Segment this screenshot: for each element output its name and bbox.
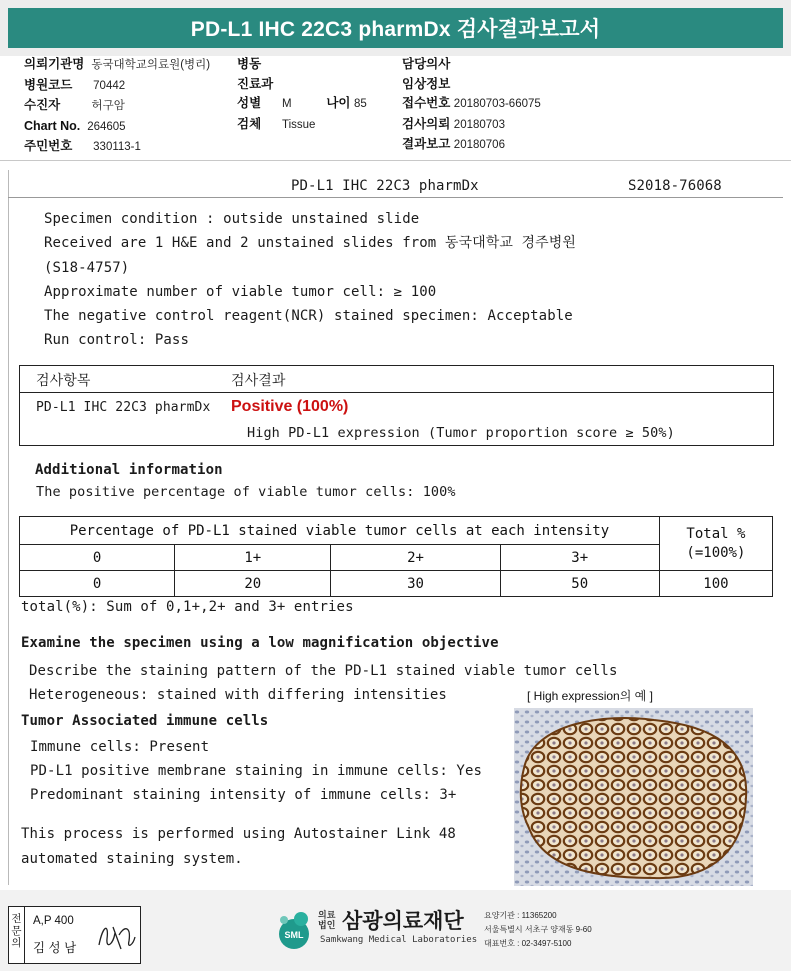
org-contact-info — [484, 909, 592, 951]
label-receipt-no: 접수번호 — [402, 96, 451, 110]
label-report-date: 결과보고 — [402, 137, 451, 151]
total-header-line1: Total % — [686, 525, 746, 542]
header-row-hospital-code — [24, 76, 210, 97]
value-receipt-no: 20180703-66075 — [453, 98, 541, 110]
table-footnote: total(%): Sum of 0,1+,2+ and 3+ entries — [21, 599, 354, 615]
value-patient: 허구암 — [91, 100, 125, 112]
total-value-cell: 100 — [659, 571, 772, 597]
value-cell: 0 — [20, 571, 175, 597]
body-left-border — [8, 170, 9, 885]
specimen-line: (S18-4757) — [44, 259, 130, 276]
report-case-number: S2018-76068 — [628, 178, 722, 194]
intensity-table-header: Percentage of PD-L1 stained viable tumor cells at each intensity — [20, 517, 660, 545]
process-line: automated staining system. — [21, 851, 243, 867]
examine-title: Examine the specimen using a low magnification objective — [21, 635, 499, 651]
level-cell: 1+ — [175, 545, 331, 571]
specimen-line: Approximate number of viable tumor cell: ≥ 100 — [44, 283, 437, 300]
label-age: 나이 — [326, 96, 351, 110]
header-row-patient — [24, 96, 210, 117]
examine-line: Describe the staining pattern of the PD-L1 stained viable tumor cells — [29, 663, 618, 679]
org-type-2: 법인 — [318, 920, 336, 930]
doctor-name: 김 성 남 — [33, 941, 77, 955]
org-name: 삼광의료재단 — [342, 910, 464, 933]
specimen-line: The negative control reagent(NCR) stained specimen: Acceptable — [44, 308, 573, 325]
org-code: 요양기관 : 11365200 — [484, 911, 557, 920]
doctor-code: A,P 400 — [33, 915, 74, 927]
process-line: This process is performed using Autostainer Link 48 — [21, 826, 456, 842]
header-col2 — [237, 55, 367, 135]
value-age: 85 — [353, 98, 367, 110]
label-ward: 병동 — [237, 57, 262, 71]
doctor-signature — [95, 915, 137, 955]
org-name-english: Samkwang Medical Laboratories — [320, 935, 478, 945]
result-item-name: PD-L1 IHC 22C3 pharmDx — [36, 400, 211, 415]
report-divider — [8, 197, 783, 198]
header-divider — [0, 160, 791, 161]
intensity-table — [19, 516, 773, 597]
value-cell: 30 — [331, 571, 500, 597]
label-hospital-code: 병원코드 — [24, 77, 73, 92]
value-institution: 동국대학교의료원(병리) — [91, 59, 211, 71]
header-row-chart — [24, 117, 210, 138]
item-header: 검사항목 — [36, 373, 91, 389]
total-header — [659, 517, 772, 571]
org-phone: 대표번호 : 02-3497-5100 — [484, 939, 572, 948]
header-row-institution — [24, 55, 210, 76]
org-address: 서울특별시 서초구 양재동 9-60 — [484, 925, 592, 934]
result-note: High PD-L1 expression (Tumor proportion score ≥ 50%) — [247, 425, 675, 441]
specimen-line: Run control: Pass — [44, 332, 189, 349]
value-report-date: 20180706 — [453, 139, 505, 151]
value-hospital-code: 70442 — [93, 79, 126, 92]
examine-line: Heterogeneous: stained with differing intensities — [29, 687, 447, 703]
level-cell: 3+ — [500, 545, 659, 571]
immune-line: Predominant staining intensity of immune cells: 3+ — [30, 787, 457, 803]
label-specimen: 검체 — [237, 116, 262, 131]
value-cell: 50 — [500, 571, 659, 597]
additional-info-title: Additional information — [35, 462, 223, 478]
header-col1 — [24, 55, 210, 158]
result-value: Positive (100%) — [231, 398, 349, 415]
process-lines — [21, 822, 456, 872]
value-resident-no: 330113-1 — [93, 141, 141, 153]
label-patient: 수진자 — [24, 98, 61, 112]
value-sex: M — [282, 98, 292, 110]
label-clinical-info: 임상정보 — [402, 76, 451, 91]
immune-line: PD-L1 positive membrane staining in immune cells: Yes — [30, 763, 483, 779]
label-resident-no: 주민번호 — [24, 139, 73, 153]
label-sex: 성별 — [237, 96, 262, 110]
level-cell: 2+ — [331, 545, 500, 571]
result-box-divider — [20, 392, 773, 393]
label-department: 진료과 — [237, 76, 274, 91]
label-chart-no: Chart No. — [24, 118, 81, 133]
specimen-details — [44, 207, 576, 353]
org-type-label — [318, 910, 335, 930]
total-header-line2: (=100%) — [686, 544, 746, 561]
label-request-date: 검사의뢰 — [402, 116, 451, 131]
report-test-name: PD-L1 IHC 22C3 pharmDx — [291, 178, 479, 194]
immune-line: Immune cells: Present — [30, 739, 210, 755]
specialist-label-2: 의 — [11, 937, 22, 949]
value-cell: 20 — [175, 571, 331, 597]
immune-title: Tumor Associated immune cells — [21, 713, 269, 729]
high-expression-micrograph — [514, 708, 753, 886]
specimen-line: Specimen condition : outside unstained slide — [44, 211, 420, 227]
value-chart-no: 264605 — [87, 120, 126, 133]
sml-logo-icon — [272, 908, 316, 952]
logo-abbr: SML — [284, 930, 304, 940]
specialist-label-1: 전문 — [11, 913, 22, 937]
value-request-date: 20180703 — [453, 118, 505, 131]
result-box — [19, 365, 774, 446]
specialist-label — [9, 907, 25, 963]
label-doctor: 담당의사 — [402, 57, 451, 71]
header-row-resident — [24, 137, 210, 158]
org-type-1: 의료 — [318, 910, 336, 920]
value-specimen: Tissue — [282, 118, 316, 131]
label-institution: 의뢰기관명 — [24, 57, 85, 71]
report-title: PD-L1 IHC 22C3 pharmDx 검사결과보고서 — [8, 8, 783, 48]
immune-lines — [30, 735, 482, 807]
image-caption: [ High expression의 예 ] — [527, 689, 653, 703]
signature-box — [8, 906, 141, 964]
result-header: 검사결과 — [231, 373, 286, 389]
specimen-line: Received are 1 H&E and 2 unstained slides from 동국대학교 경주병원 — [44, 235, 576, 252]
level-cell: 0 — [20, 545, 175, 571]
header-col3 — [402, 55, 541, 156]
additional-info-text: The positive percentage of viable tumor cells: 100% — [36, 484, 456, 500]
